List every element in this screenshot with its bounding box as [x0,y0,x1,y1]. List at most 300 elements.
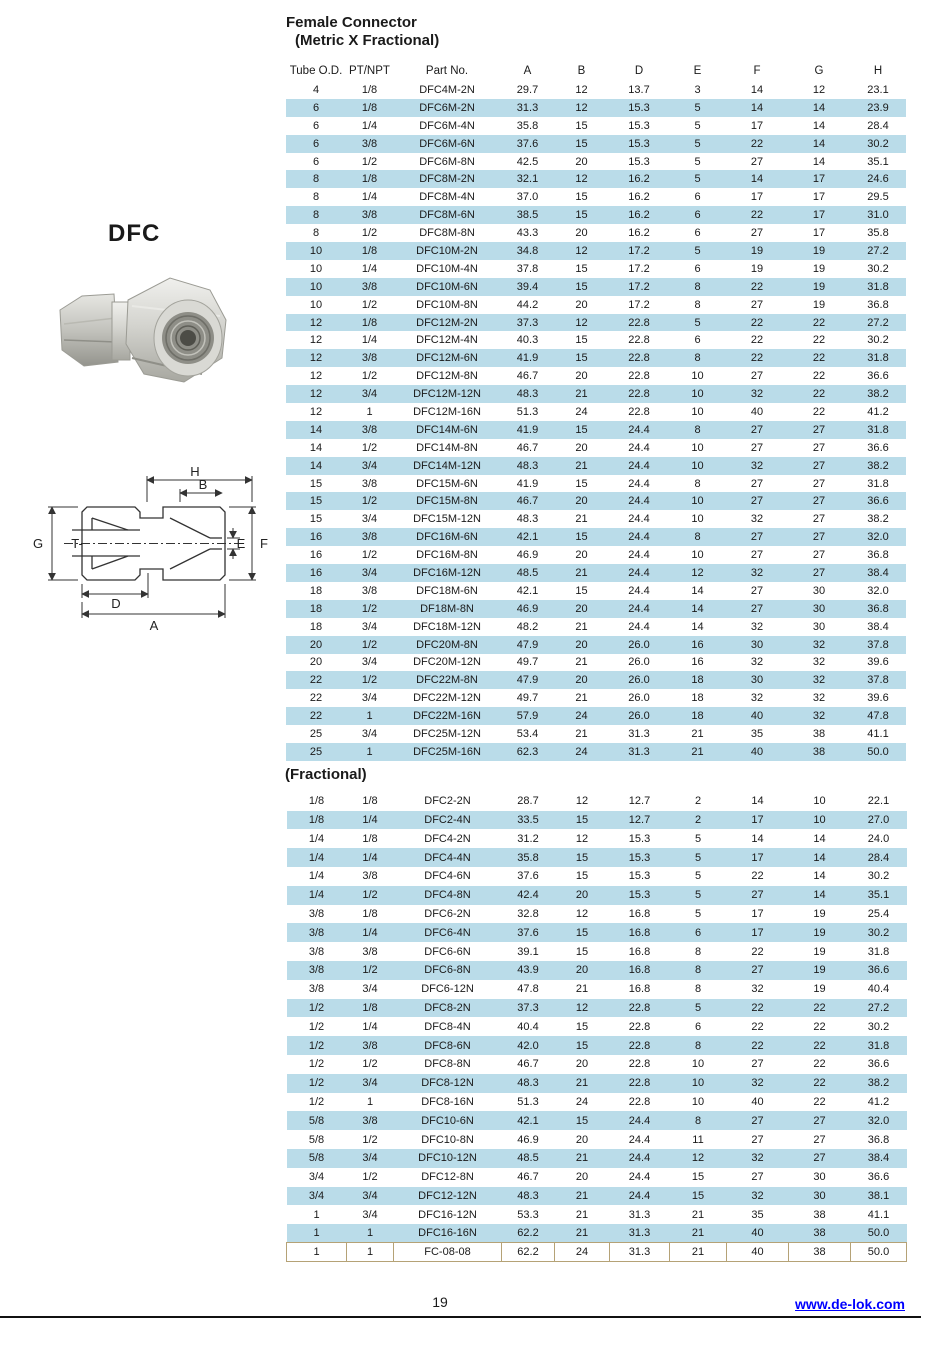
table-cell: 25 [309,745,323,758]
table-cell: 5/8 [308,1133,325,1146]
column-header-f: F [753,65,761,77]
table-cell: 3/8 [361,477,378,490]
table-cell: 21 [575,728,588,740]
table-cell: 31.0 [867,209,889,222]
dim-label-b: B [198,477,208,492]
table-cell: 22 [751,945,764,958]
table-cell: 24 [575,710,588,723]
table-cell: 6 [694,191,701,204]
table-cell: 22.8 [628,1020,651,1033]
table-cell: 46.9 [517,1133,539,1146]
table-cell: 19 [812,262,826,275]
table-cell: 15 [575,1039,589,1052]
table-cell: 53.3 [517,1208,539,1221]
table-cell: 1 [366,710,373,723]
table-cell: 10 [691,495,704,508]
table-cell: 27 [812,549,826,562]
table-cell: 30.2 [867,137,889,150]
table-cell: 12 [575,832,589,845]
table-cell: 31.8 [867,945,890,958]
table-cell: 14 [812,155,826,168]
table-cell: 20 [575,1133,589,1146]
table-cell: 22 [812,352,826,365]
table-row [286,475,906,493]
table-cell: 28.4 [867,851,890,864]
table-cell: 27 [751,1114,764,1127]
table-row [287,961,907,980]
page-number: 19 [432,1294,448,1310]
table-cell: 5/8 [308,1114,325,1127]
table-cell: 32 [750,656,764,669]
table-cell: 27 [750,227,764,240]
table-cell: 3/8 [361,531,378,544]
table-cell: 13.7 [628,83,650,96]
table-cell: 1/2 [308,1058,325,1071]
table-cell: 1/4 [308,889,325,902]
table-cell: DFC4-8N [424,889,471,902]
table-cell: 20 [309,656,323,669]
table-cell: 21 [670,1243,727,1262]
table-cell: 21 [575,1152,589,1165]
table-cell: 20 [575,298,588,311]
table-cell: 8 [694,352,701,365]
table-cell: 8 [694,531,701,544]
column-header-h: H [873,65,883,77]
table-cell: 15 [575,531,588,544]
table-cell: 3/8 [361,280,378,293]
table-cell: DFC15M-12N [413,513,481,526]
table-cell: 32 [751,1189,764,1202]
table-cell: 22.8 [628,334,650,347]
table-cell: 32 [750,620,764,633]
table-cell: 6 [694,209,701,222]
table-cell: 20 [309,638,323,651]
column-header-a: A [523,65,532,77]
table-cell: DFC8M-2N [419,173,475,186]
table-cell: 47.9 [516,638,539,651]
table-cell: 8 [312,209,320,222]
table-row [286,725,906,743]
table-cell: 27 [750,549,764,562]
table-cell: 38.4 [867,620,889,633]
table-cell: 20 [575,227,588,240]
table-cell: 8 [694,298,701,311]
table-cell: 38.2 [867,459,889,472]
product-photo [52,258,242,403]
table-cell: 12 [575,101,588,114]
table-cell: 27 [750,602,764,615]
table-cell: 46.7 [516,370,539,383]
table-cell: 32 [750,513,764,526]
table-cell: 19 [812,298,826,311]
table-cell: 12 [575,1002,589,1014]
table-cell: DFC4M-2N [419,83,475,96]
table-cell: 48.5 [517,1152,539,1165]
footer-rule [0,1316,921,1318]
table-cell: 27 [751,964,764,977]
table-cell: 47.9 [516,674,539,687]
table-cell: 14 [812,137,826,150]
table-cell: DFC10M-2N [416,244,478,257]
table-cell: 14 [813,851,826,864]
table-cell: 3/4 [362,983,378,996]
table-cell: 1/2 [362,1133,378,1146]
table-cell: 14 [813,889,826,902]
table-cell: 27 [812,566,826,579]
table-cell: 19 [813,964,826,977]
table-cell: 21 [575,620,588,633]
table-cell: 37.3 [517,1002,539,1014]
table-cell: 33.5 [517,814,539,827]
table-cell: 1/8 [362,795,378,808]
table-cell: 36.8 [867,298,889,311]
table-cell: DFC12M-6N [416,352,478,365]
table-cell: 12 [691,566,704,579]
table-cell: 17 [751,926,764,939]
table-cell: 10 [691,549,704,562]
table-cell: 1/4 [361,191,378,204]
table-cell: 15 [691,1189,705,1202]
table-cell: 22 [309,692,323,705]
table-cell: 10 [691,388,704,401]
table-row [286,707,906,725]
table-cell: 19 [812,244,826,257]
table-cell: 22 [812,334,826,347]
table-cell: 19 [813,945,826,958]
table-cell: 44.2 [516,298,539,311]
table-cell: 10 [691,441,704,454]
table-cell: 27 [750,477,764,490]
table-cell: 27 [813,1152,826,1165]
boxed-footer-row [287,1243,907,1262]
table-cell: 15 [575,280,588,293]
table-row [287,792,907,811]
table-cell: DFC15M-8N [416,495,478,508]
table-row [286,654,906,672]
table-cell: 38.2 [867,1077,890,1090]
table-cell: DFC6M-2N [419,101,475,114]
table-cell: 35.8 [516,119,539,132]
table-cell: 40.3 [516,334,539,347]
table-cell: 30.2 [867,334,889,347]
table-cell: DFC10-8N [421,1133,474,1146]
table-cell: 48.3 [516,388,539,401]
table-cell: 4 [312,83,320,96]
table-cell: 5 [694,137,701,150]
table-cell: DFC8M-4N [419,191,475,204]
table-row [286,260,906,278]
table-cell: 31.3 [628,1208,651,1221]
table-cell: 53.4 [516,728,539,740]
table-cell: 5 [694,155,701,168]
table-row [286,81,906,99]
table-cell: 36.6 [867,964,890,977]
table-cell: 30.2 [867,262,889,275]
table-cell: 16.8 [628,908,651,921]
table-cell: DFC20M-8N [416,638,478,651]
table-cell: 37.8 [867,674,889,687]
table-cell: 22 [813,1058,826,1071]
table-cell: 20 [575,674,588,687]
table-cell: 14 [691,602,704,615]
table-cell: 1/8 [362,832,378,845]
table-cell: 19 [813,926,826,939]
table-cell: 17 [812,209,826,222]
table-cell: DFC4-6N [424,870,471,883]
table-cell: 1/2 [308,1002,325,1014]
table-cell: 39.6 [867,656,889,669]
table-cell: 5 [694,889,702,902]
page-title [286,14,908,50]
table-cell: 31.3 [628,745,650,758]
table-cell: 1/2 [361,549,378,562]
table-cell: 14 [309,423,323,436]
table-row [286,99,906,117]
table-cell: 5 [694,851,702,864]
table-row [286,689,906,707]
table-cell: 49.7 [516,656,539,669]
table-cell: 3/8 [361,209,378,222]
table-cell: 22 [750,316,764,329]
table-row [287,1093,907,1112]
table-cell: 3/8 [361,137,378,150]
table-cell: 3/4 [308,1171,325,1184]
table-cell: 32 [751,1152,764,1165]
table-cell: 17.2 [628,280,650,293]
table-cell: 1/2 [361,441,378,454]
table-cell: 30.2 [867,926,890,939]
table-row [286,618,906,636]
table-cell: 12.7 [628,814,651,827]
table-cell: 38.2 [867,388,889,401]
table-cell: 22 [813,1020,826,1033]
website-link[interactable]: www.de-lok.com [795,1296,905,1312]
table-cell: 22 [751,1020,764,1033]
table-cell: 1/2 [308,1020,325,1033]
table-cell: 1/8 [308,795,325,808]
table-cell: 15.3 [628,889,651,902]
table-cell: DFC22M-12N [413,692,481,705]
table-row [286,170,906,188]
table-cell: 12 [575,83,588,96]
table-cell: DFC12M-2N [416,316,478,329]
table-cell: 20 [575,889,589,902]
table-cell: 24.4 [628,566,650,579]
table-cell: 14 [750,173,764,186]
table-cell: 12 [309,370,323,383]
column-header-tube-o-d-: Tube O.D. [289,65,343,77]
table-cell: DFC14M-8N [416,441,478,454]
table-cell: DFC8-2N [424,1002,471,1014]
table-cell: 24.4 [628,602,650,615]
table-cell: 29.7 [516,83,539,96]
table-cell: 28.7 [517,795,539,808]
table-cell: 26.0 [628,692,650,705]
table-cell: 5 [694,1002,702,1014]
table-cell: DFC8M-6N [419,209,475,222]
table-cell: 3/8 [362,945,378,958]
table-cell: 1/2 [361,370,378,383]
table-cell: 31.3 [610,1243,670,1262]
table-cell: 15 [575,137,588,150]
table-cell: 22 [750,209,764,222]
table-cell: 20 [575,602,588,615]
table-cell: 24.6 [867,173,889,186]
table-cell: 15 [575,262,588,275]
table-cell: 42.1 [516,531,539,544]
table-cell: 6 [694,334,701,347]
table-cell: 18 [691,674,704,687]
table-cell: 22 [751,1002,764,1014]
dim-label-g: G [32,536,44,551]
table-cell: 41.2 [867,1095,890,1108]
table-cell: DFC6-6N [424,945,471,958]
table-cell: DFC14M-12N [413,459,481,472]
table-cell: 32.1 [516,173,539,186]
table-cell: 15 [691,1171,705,1184]
table-cell: 17 [750,191,764,204]
table-cell: 30.2 [867,870,890,883]
table-cell: 1 [347,1243,394,1262]
table-cell: 15 [575,352,588,365]
table-cell: 1/2 [361,638,378,651]
table-cell: DFC18M-6N [416,584,478,597]
table-cell: 16 [691,656,704,669]
table-cell: 14 [813,870,826,883]
table-cell: 3/4 [361,566,378,579]
table-cell: 27 [813,1133,826,1146]
table-cell: 41.9 [516,423,539,436]
table-cell: 16.8 [628,983,651,996]
table-cell: 6 [312,137,320,150]
table-cell: 27.2 [867,244,889,257]
table-cell: 10 [691,513,704,526]
table-cell: 14 [309,441,323,454]
table-cell: 42.0 [517,1039,539,1052]
table-cell: 14 [812,101,826,114]
table-cell: 8 [312,173,320,186]
table-cell: 24.4 [628,1114,651,1127]
table-row [287,980,907,999]
table-cell: 30 [750,638,764,651]
table-cell: 12 [691,1152,705,1165]
table-cell: 31.3 [516,101,539,114]
table-cell: DFC16-12N [418,1208,477,1221]
table-cell: 38 [813,1227,826,1240]
table-cell: 21 [691,1208,705,1221]
column-header-g: G [814,65,824,77]
fractional-heading: (Fractional) [285,765,367,783]
table-cell: 22 [813,1039,826,1052]
table-cell: 5 [694,101,701,114]
table-cell: 12 [575,908,589,921]
table-cell: 15 [575,926,589,939]
table-cell: 6 [694,227,701,240]
table-cell: 19 [813,983,826,996]
table-cell: 22 [750,280,764,293]
table-cell: 24.4 [628,513,650,526]
table-cell: 47.8 [867,710,889,723]
table-cell: 3/4 [362,1152,378,1165]
table-cell: 15 [309,477,323,490]
table-cell: 8 [694,477,701,490]
table-cell: 18 [309,620,323,633]
table-cell: 35 [750,728,764,740]
table-cell: 37.8 [516,262,539,275]
table-cell: 48.3 [516,459,539,472]
table-cell: 36.6 [867,1171,890,1184]
table-cell: 8 [694,945,702,958]
table-cell: 1/2 [308,1039,325,1052]
table-cell: 21 [691,728,704,740]
table-cell: 12 [309,388,323,401]
table-cell: 1/2 [361,495,378,508]
table-cell: 14 [813,832,826,845]
table-cell: 30.2 [867,1020,890,1033]
table-cell: 14 [750,101,764,114]
table-cell: 34.8 [516,244,539,257]
table-cell: 3/4 [361,513,378,526]
table-cell: 32.0 [867,584,889,597]
table-cell: 1/8 [361,316,378,329]
fractional-table [286,792,907,1262]
table-cell: 24.4 [628,531,650,544]
table-row [287,886,907,905]
table-cell: 14 [309,459,323,472]
table-cell: 24.4 [628,584,650,597]
table-cell: 27 [750,531,764,544]
table-cell: 32 [812,656,826,669]
table-row [287,1111,907,1130]
table-cell: 46.9 [516,602,539,615]
table-cell: 21 [575,459,588,472]
table-cell: DFC8-12N [421,1077,474,1090]
table-cell: 27.0 [867,814,890,827]
dim-label-f: F [260,536,268,551]
table-row [286,296,906,314]
table-cell: 48.5 [516,566,539,579]
table-cell: 10 [813,795,826,808]
table-cell: 1/8 [361,101,378,114]
table-cell: 21 [575,1208,589,1221]
table-row [287,848,907,867]
table-row [287,905,907,924]
table-cell: 41.1 [867,728,889,740]
table-cell: 42.4 [517,889,539,902]
table-cell: 22 [751,1039,764,1052]
table-cell: 35.8 [517,851,539,864]
table-cell: 46.7 [516,495,539,508]
table-cell: DFC20M-12N [413,656,481,669]
table-cell: 62.2 [502,1243,555,1262]
table-cell: 22.1 [867,795,890,808]
table-cell: 62.2 [517,1227,539,1240]
table-cell: 14 [691,620,704,633]
table-cell: 22 [751,870,764,883]
table-cell: 10 [691,1095,705,1108]
table-cell: 12 [575,244,588,257]
table-cell: 21 [575,566,588,579]
table-cell: 38 [789,1243,851,1262]
table-cell: 3/8 [362,1114,378,1127]
table-cell: 31.3 [628,728,650,740]
table-cell: 20 [575,155,588,168]
table-cell: 46.9 [516,549,539,562]
table-cell: 24.4 [628,1133,651,1146]
table-cell: DFC10M-8N [416,298,478,311]
table-cell: 27 [812,531,826,544]
table-cell: 10 [691,459,704,472]
